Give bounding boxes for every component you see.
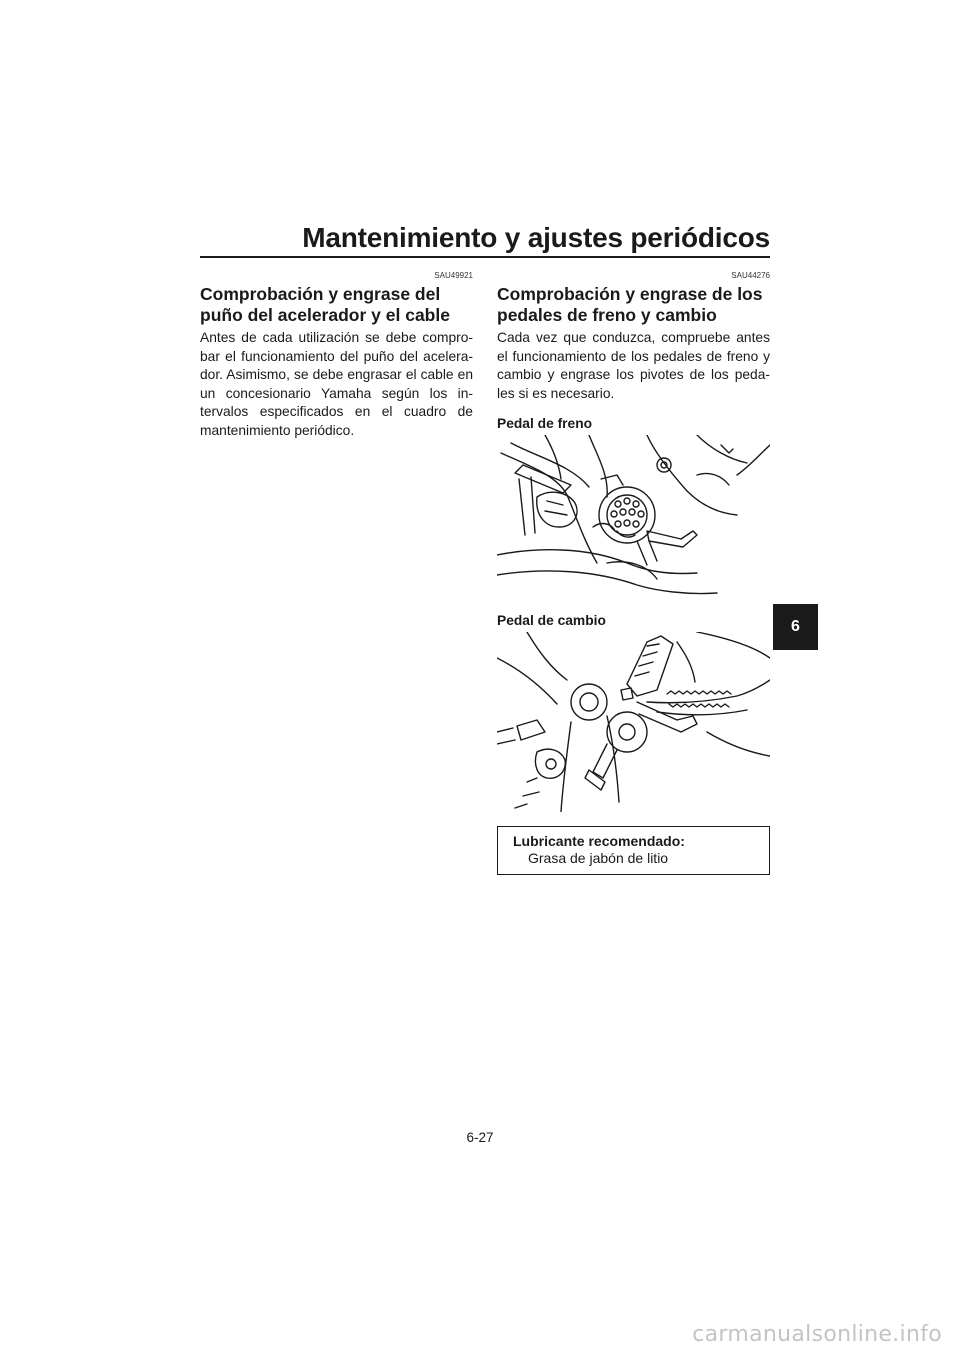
shift-pedal-label: Pedal de cambio xyxy=(497,613,606,629)
shift-pedal-illustration xyxy=(497,632,770,812)
section-body-throttle: Antes de cada utilización se debe compro-bar el funcionamiento del puño del acelera-dor. Asimismo, se debe engrasar el cable en un concesionario Yamaha según los in-tervalos especificados en el cuadro de mantenimiento periódico. xyxy=(200,330,473,438)
section-heading-throttle: Comprobación y engrase del puño del acelerador y el cable xyxy=(200,284,450,325)
brake-pedal-illustration xyxy=(497,435,770,600)
watermark: carmanualsonline.info xyxy=(692,1322,942,1347)
section-code: SAU49921 xyxy=(434,271,473,280)
section-heading-pedals: Comprobación y engrase de los pedales de freno y cambio xyxy=(497,284,763,325)
spec-value: Grasa de jabón de litio xyxy=(528,850,669,867)
left-column xyxy=(200,270,473,441)
right-column xyxy=(497,270,770,875)
header-rule xyxy=(200,256,770,258)
spec-label: Lubricante recomendado: xyxy=(513,833,685,850)
page-title: Mantenimiento y ajustes periódicos xyxy=(302,222,770,253)
page-number: 6-27 xyxy=(466,1130,494,1145)
brake-pedal-label: Pedal de freno xyxy=(497,416,593,432)
section-code: SAU44276 xyxy=(731,271,770,280)
chapter-tab: 6 xyxy=(773,604,818,650)
recommended-lubricant-box xyxy=(497,826,770,875)
section-body-pedals: Cada vez que conduzca, compruebe antes el funcionamiento de los pedales de freno y cambio y engrase los pivotes de los peda-les si es necesario. xyxy=(497,330,770,401)
